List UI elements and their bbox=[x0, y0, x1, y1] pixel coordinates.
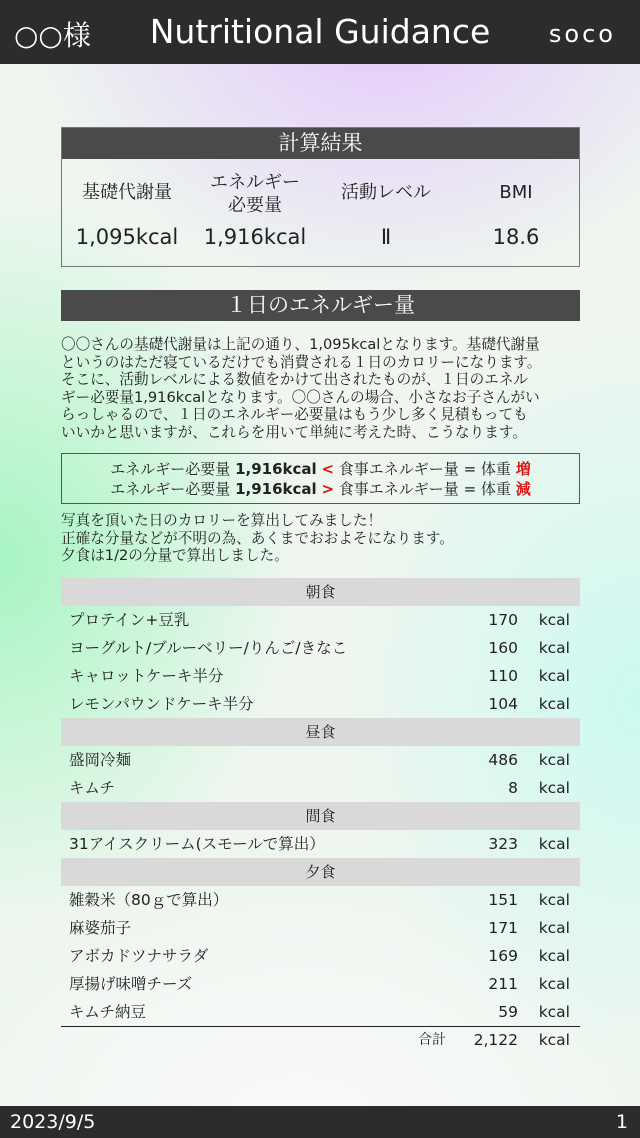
food-kcal: 486 bbox=[488, 751, 518, 769]
total-row bbox=[61, 1026, 580, 1054]
meal-table bbox=[61, 578, 580, 1054]
section-dinner: 夕食 bbox=[61, 858, 580, 886]
energy-heading: １日のエネルギー量 bbox=[61, 290, 580, 321]
food-name: キムチ納豆 bbox=[69, 1003, 147, 1021]
table-row bbox=[61, 914, 580, 942]
food-kcal: 171 bbox=[488, 919, 518, 937]
food-name: 麻婆茄子 bbox=[69, 919, 132, 937]
food-name: 31アイスクリーム(スモールで算出） bbox=[69, 835, 325, 853]
section-lunch: 昼食 bbox=[61, 718, 580, 746]
unit-label: kcal bbox=[538, 639, 570, 657]
calorie-note bbox=[61, 512, 580, 565]
unit-label: kcal bbox=[538, 667, 570, 685]
food-kcal: 170 bbox=[488, 611, 518, 629]
brand-logo: soco bbox=[548, 20, 616, 48]
page-number: 1 bbox=[615, 1111, 628, 1133]
energy-explanation bbox=[61, 336, 580, 441]
unit-label: kcal bbox=[538, 1003, 570, 1021]
formula-operator: > bbox=[321, 480, 335, 498]
table-row bbox=[61, 886, 580, 914]
result-label: エネルギー 必要量 bbox=[210, 172, 300, 216]
food-name: アボカドツナサラダ bbox=[69, 947, 209, 965]
formula-left: エネルギー必要量 bbox=[110, 480, 231, 498]
text-line: というのはただ寝ているだけでも消費される１日のカロリーになります。 bbox=[61, 353, 542, 371]
unit-label: kcal bbox=[538, 975, 570, 993]
food-kcal: 169 bbox=[488, 947, 518, 965]
text-line: らっしゃるので、１日のエネルギー必要量はもう少し多く見積もっても bbox=[61, 406, 528, 423]
food-kcal: 104 bbox=[488, 695, 518, 713]
page-title: Nutritional Guidance bbox=[149, 12, 491, 51]
unit-label: kcal bbox=[538, 891, 570, 909]
food-name: レモンパウンドケーキ半分 bbox=[69, 695, 254, 713]
section-breakfast: 朝食 bbox=[61, 578, 580, 606]
text-line: 〇〇さんの基礎代謝量は上記の通り、1,095kcalとなります。基礎代謝量 bbox=[61, 336, 540, 353]
section-snack: 間食 bbox=[61, 802, 580, 830]
result-label: 基礎代謝量 bbox=[82, 182, 172, 203]
result-value: 18.6 bbox=[492, 225, 540, 249]
food-kcal: 323 bbox=[488, 835, 518, 853]
result-label: 活動レベル bbox=[341, 182, 431, 203]
formula-right: 食事エネルギー量 = 体重 bbox=[338, 480, 511, 498]
table-row bbox=[61, 970, 580, 998]
text-line: 写真を頂いた日のカロリーを算出してみました！ bbox=[61, 512, 383, 529]
table-row bbox=[61, 662, 580, 690]
formula-loss bbox=[62, 479, 579, 499]
table-row bbox=[61, 942, 580, 970]
food-kcal: 8 bbox=[508, 779, 518, 797]
unit-label: kcal bbox=[538, 947, 570, 965]
table-row bbox=[61, 830, 580, 858]
table-row bbox=[61, 998, 580, 1026]
text-line: ギー必要量1,916kcalとなります。〇〇さんの場合、小さなお子さんがい bbox=[61, 388, 540, 406]
unit-label: kcal bbox=[538, 1031, 570, 1049]
table-row bbox=[61, 690, 580, 718]
unit-label: kcal bbox=[538, 919, 570, 937]
food-name: ヨーグルト/ブルーベリー/りんご/きなこ bbox=[69, 639, 348, 657]
table-row bbox=[61, 746, 580, 774]
food-name: 盛岡冷麺 bbox=[69, 751, 132, 769]
food-kcal: 211 bbox=[488, 975, 518, 993]
total-label: 合計 bbox=[418, 1032, 446, 1048]
result-grid bbox=[62, 159, 579, 267]
food-kcal: 59 bbox=[498, 1003, 518, 1021]
unit-label: kcal bbox=[538, 835, 570, 853]
food-name: 雑穀米（80ｇで算出） bbox=[69, 891, 229, 909]
unit-label: kcal bbox=[538, 779, 570, 797]
table-row bbox=[61, 606, 580, 634]
table-row bbox=[61, 774, 580, 802]
food-kcal: 110 bbox=[488, 667, 518, 685]
formula-right: 食事エネルギー量 = 体重 bbox=[338, 460, 511, 478]
result-value: 1,916kcal bbox=[203, 225, 307, 249]
total-kcal: 2,122 bbox=[473, 1031, 518, 1049]
food-kcal: 160 bbox=[488, 639, 518, 657]
unit-label: kcal bbox=[538, 751, 570, 769]
formula-result: 増 bbox=[515, 460, 531, 478]
food-name: キャロットケーキ半分 bbox=[69, 667, 224, 685]
footer-date: 2023/9/5 bbox=[10, 1111, 96, 1133]
text-line: 夕食は1/2の分量で算出しました。 bbox=[61, 547, 289, 564]
formula-box bbox=[61, 453, 580, 504]
table-row bbox=[61, 634, 580, 662]
unit-label: kcal bbox=[538, 611, 570, 629]
client-name: ○○様 bbox=[14, 19, 91, 52]
result-label: BMI bbox=[499, 182, 533, 203]
food-name: キムチ bbox=[69, 779, 116, 797]
formula-amount: 1,916kcal bbox=[235, 480, 317, 498]
result-value: 1,095kcal bbox=[75, 225, 179, 249]
text-line: そこに、活動レベルによる数値をかけて出されたものが、１日のエネル bbox=[61, 371, 529, 388]
unit-label: kcal bbox=[538, 695, 570, 713]
formula-amount: 1,916kcal bbox=[235, 460, 317, 478]
formula-gain bbox=[62, 459, 579, 479]
food-kcal: 151 bbox=[488, 891, 518, 909]
result-value: Ⅱ bbox=[380, 225, 392, 249]
formula-operator: < bbox=[321, 460, 335, 478]
food-name: 厚揚げ味噌チーズ bbox=[69, 975, 193, 993]
calculation-result-box bbox=[61, 127, 580, 267]
food-name: プロテイン+豆乳 bbox=[69, 611, 190, 629]
header-bar bbox=[0, 0, 640, 64]
result-heading: 計算結果 bbox=[62, 128, 579, 159]
footer-bar bbox=[0, 1106, 640, 1138]
text-line: いいかと思いますが、これらを用いて単純に考えた時、こうなります。 bbox=[61, 423, 527, 441]
text-line: 正確な分量などが不明の為、あくまでおおよそになります。 bbox=[61, 529, 454, 547]
formula-left: エネルギー必要量 bbox=[110, 460, 231, 478]
formula-result: 減 bbox=[515, 480, 531, 498]
